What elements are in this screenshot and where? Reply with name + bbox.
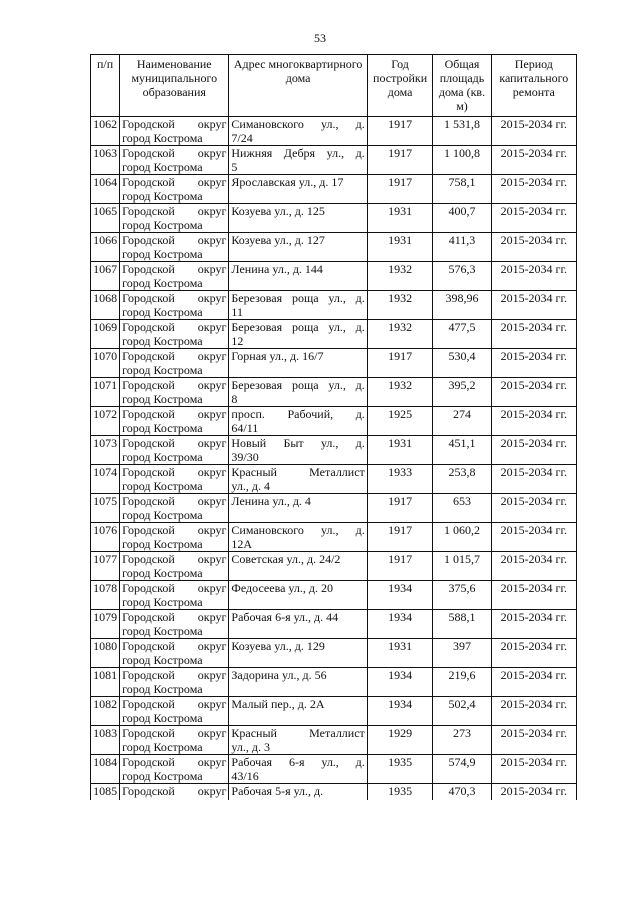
cell-area: 219,6 bbox=[433, 668, 491, 697]
cell-org-line2: город Кострома bbox=[122, 276, 203, 290]
cell-num: 1079 bbox=[91, 610, 120, 639]
cell-org bbox=[120, 117, 229, 146]
cell-period: 2015-2034 гг. bbox=[491, 262, 576, 291]
cell-area: 1 060,2 bbox=[433, 523, 491, 552]
cell-org-line1: Городской округ bbox=[122, 610, 227, 624]
cell-address-line2: 43/16 bbox=[231, 769, 259, 783]
cell-address-line1: Красный Металлист bbox=[231, 465, 365, 479]
cell-org bbox=[120, 552, 229, 581]
cell-org bbox=[120, 233, 229, 262]
cell-num: 1084 bbox=[91, 755, 120, 784]
cell-org bbox=[120, 581, 229, 610]
cell-area: 400,7 bbox=[433, 204, 491, 233]
cell-year: 1932 bbox=[367, 320, 433, 349]
cell-org-line1: Городской округ bbox=[122, 784, 227, 798]
cell-address bbox=[229, 639, 367, 668]
cell-address-line1: Новый Быт ул., д. bbox=[231, 436, 365, 450]
cell-period: 2015-2034 гг. bbox=[491, 755, 576, 784]
cell-address bbox=[229, 610, 367, 639]
cell-period: 2015-2034 гг. bbox=[491, 610, 576, 639]
cell-org-line1: Городской округ bbox=[122, 726, 227, 740]
cell-org bbox=[120, 668, 229, 697]
cell-org-line2: город Кострома bbox=[122, 421, 203, 435]
cell-num: 1083 bbox=[91, 726, 120, 755]
cell-org bbox=[120, 784, 229, 801]
cell-org-line2: город Кострома bbox=[122, 479, 203, 493]
cell-year: 1917 bbox=[367, 523, 433, 552]
cell-org-line1: Городской округ bbox=[122, 146, 227, 160]
cell-area: 477,5 bbox=[433, 320, 491, 349]
cell-period: 2015-2034 гг. bbox=[491, 581, 576, 610]
cell-org bbox=[120, 726, 229, 755]
cell-num: 1062 bbox=[91, 117, 120, 146]
cell-org bbox=[120, 175, 229, 204]
table-row bbox=[91, 320, 577, 349]
table-row bbox=[91, 784, 577, 801]
cell-year: 1934 bbox=[367, 668, 433, 697]
cell-org bbox=[120, 291, 229, 320]
cell-period: 2015-2034 гг. bbox=[491, 494, 576, 523]
cell-area: 274 bbox=[433, 407, 491, 436]
cell-org-line2: город Кострома bbox=[122, 537, 203, 551]
cell-area: 397 bbox=[433, 639, 491, 668]
cell-org-line1: Городской округ bbox=[122, 349, 227, 363]
cell-period: 2015-2034 гг. bbox=[491, 436, 576, 465]
cell-area: 653 bbox=[433, 494, 491, 523]
cell-address-line1: Малый пер., д. 2А bbox=[231, 697, 325, 711]
table-row bbox=[91, 233, 577, 262]
table-row bbox=[91, 697, 577, 726]
table-row bbox=[91, 668, 577, 697]
cell-year: 1934 bbox=[367, 581, 433, 610]
cell-year: 1931 bbox=[367, 436, 433, 465]
cell-period: 2015-2034 гг. bbox=[491, 320, 576, 349]
cell-year: 1932 bbox=[367, 291, 433, 320]
cell-address-line2: 7/24 bbox=[231, 131, 253, 145]
cell-address-line1: Федосеева ул., д. 20 bbox=[231, 581, 333, 595]
cell-address bbox=[229, 378, 367, 407]
cell-address-line1: просп. Рабочий, д. bbox=[231, 407, 365, 421]
cell-address-line1: Козуева ул., д. 127 bbox=[231, 233, 325, 247]
cell-num: 1071 bbox=[91, 378, 120, 407]
cell-year: 1917 bbox=[367, 494, 433, 523]
cell-num: 1074 bbox=[91, 465, 120, 494]
cell-year: 1932 bbox=[367, 262, 433, 291]
table-row bbox=[91, 581, 577, 610]
cell-num: 1080 bbox=[91, 639, 120, 668]
cell-period: 2015-2034 гг. bbox=[491, 407, 576, 436]
cell-num: 1076 bbox=[91, 523, 120, 552]
cell-area: 398,96 bbox=[433, 291, 491, 320]
cell-address-line1: Козуева ул., д. 125 bbox=[231, 204, 325, 218]
cell-area: 273 bbox=[433, 726, 491, 755]
cell-org-line1: Городской округ bbox=[122, 117, 227, 131]
header-year: Год постройки дома bbox=[367, 55, 433, 117]
cell-org bbox=[120, 204, 229, 233]
cell-year: 1925 bbox=[367, 407, 433, 436]
cell-address bbox=[229, 407, 367, 436]
cell-address bbox=[229, 697, 367, 726]
cell-org bbox=[120, 349, 229, 378]
cell-org-line2: город Кострома bbox=[122, 218, 203, 232]
table-row bbox=[91, 436, 577, 465]
cell-year: 1933 bbox=[367, 465, 433, 494]
cell-org-line1: Городской округ bbox=[122, 436, 227, 450]
cell-address-line1: Красный Металлист bbox=[231, 726, 365, 740]
cell-area: 395,2 bbox=[433, 378, 491, 407]
cell-org bbox=[120, 378, 229, 407]
cell-area: 588,1 bbox=[433, 610, 491, 639]
table-row bbox=[91, 407, 577, 436]
table-row bbox=[91, 755, 577, 784]
cell-org-line1: Городской округ bbox=[122, 175, 227, 189]
table-row bbox=[91, 146, 577, 175]
cell-area: 451,1 bbox=[433, 436, 491, 465]
cell-year: 1917 bbox=[367, 117, 433, 146]
table-row bbox=[91, 639, 577, 668]
cell-period: 2015-2034 гг. bbox=[491, 523, 576, 552]
cell-num: 1068 bbox=[91, 291, 120, 320]
cell-year: 1917 bbox=[367, 349, 433, 378]
table-row bbox=[91, 465, 577, 494]
cell-period: 2015-2034 гг. bbox=[491, 117, 576, 146]
cell-org bbox=[120, 320, 229, 349]
cell-period: 2015-2034 гг. bbox=[491, 726, 576, 755]
cell-area: 758,1 bbox=[433, 175, 491, 204]
cell-org-line1: Городской округ bbox=[122, 262, 227, 276]
cell-address bbox=[229, 117, 367, 146]
cell-org bbox=[120, 639, 229, 668]
cell-address-line2: 8 bbox=[231, 392, 238, 406]
cell-org bbox=[120, 610, 229, 639]
cell-org-line2: город Кострома bbox=[122, 305, 203, 319]
cell-num: 1065 bbox=[91, 204, 120, 233]
cell-org-line1: Городской округ bbox=[122, 407, 227, 421]
cell-period: 2015-2034 гг. bbox=[491, 175, 576, 204]
table-row bbox=[91, 610, 577, 639]
cell-num: 1063 bbox=[91, 146, 120, 175]
cell-address-line1: Козуева ул., д. 129 bbox=[231, 639, 325, 653]
cell-address-line2: 5 bbox=[231, 160, 238, 174]
cell-year: 1932 bbox=[367, 378, 433, 407]
cell-address-line1: Задорина ул., д. 56 bbox=[231, 668, 327, 682]
header-area: Общая площадь дома (кв. м) bbox=[433, 55, 491, 117]
cell-address bbox=[229, 262, 367, 291]
cell-address-line2: 11 bbox=[231, 305, 243, 319]
cell-org-line2: город Кострома bbox=[122, 247, 203, 261]
cell-org bbox=[120, 262, 229, 291]
table-row bbox=[91, 262, 577, 291]
cell-address-line2: 39/30 bbox=[231, 450, 259, 464]
cell-org-line2: город Кострома bbox=[122, 334, 203, 348]
cell-area: 470,3 bbox=[433, 784, 491, 801]
header-num: п/п bbox=[91, 55, 120, 117]
cell-org-line1: Городской округ bbox=[122, 755, 227, 769]
cell-year: 1931 bbox=[367, 639, 433, 668]
cell-org-line1: Городской округ bbox=[122, 320, 227, 334]
cell-org bbox=[120, 697, 229, 726]
cell-area: 502,4 bbox=[433, 697, 491, 726]
cell-address-line2: 12А bbox=[231, 537, 253, 551]
cell-area: 1 100,8 bbox=[433, 146, 491, 175]
header-org: Наименование муниципального образования bbox=[120, 55, 229, 117]
cell-org-line2: город Кострома bbox=[122, 160, 203, 174]
table-row bbox=[91, 204, 577, 233]
cell-num: 1067 bbox=[91, 262, 120, 291]
cell-address-line1: Березовая роща ул., д. bbox=[231, 320, 365, 334]
table-row bbox=[91, 494, 577, 523]
cell-org bbox=[120, 407, 229, 436]
cell-org-line1: Городской округ bbox=[122, 494, 227, 508]
cell-address-line1: Березовая роща ул., д. bbox=[231, 291, 365, 305]
cell-org-line2: город Кострома bbox=[122, 711, 203, 725]
cell-address bbox=[229, 146, 367, 175]
cell-year: 1917 bbox=[367, 146, 433, 175]
cell-address bbox=[229, 668, 367, 697]
cell-address bbox=[229, 204, 367, 233]
table-row bbox=[91, 349, 577, 378]
cell-address-line2: ул., д. 4 bbox=[231, 479, 270, 493]
cell-period: 2015-2034 гг. bbox=[491, 291, 576, 320]
cell-num: 1066 bbox=[91, 233, 120, 262]
cell-num: 1078 bbox=[91, 581, 120, 610]
cell-address bbox=[229, 349, 367, 378]
cell-year: 1917 bbox=[367, 552, 433, 581]
table-row bbox=[91, 726, 577, 755]
cell-org bbox=[120, 436, 229, 465]
table-row bbox=[91, 523, 577, 552]
cell-period: 2015-2034 гг. bbox=[491, 378, 576, 407]
cell-address-line1: Горная ул., д. 16/7 bbox=[231, 349, 324, 363]
cell-area: 1 531,8 bbox=[433, 117, 491, 146]
cell-address bbox=[229, 291, 367, 320]
header-period: Период капитального ремонта bbox=[491, 55, 576, 117]
cell-num: 1082 bbox=[91, 697, 120, 726]
cell-period: 2015-2034 гг. bbox=[491, 146, 576, 175]
cell-org-line1: Городской округ bbox=[122, 581, 227, 595]
cell-address bbox=[229, 552, 367, 581]
table-row bbox=[91, 117, 577, 146]
table-row bbox=[91, 175, 577, 204]
cell-org-line2: город Кострома bbox=[122, 566, 203, 580]
cell-org bbox=[120, 494, 229, 523]
cell-org-line1: Городской округ bbox=[122, 668, 227, 682]
cell-address-line1: Ярославская ул., д. 17 bbox=[231, 175, 344, 189]
cell-address-line1: Советская ул., д. 24/2 bbox=[231, 552, 341, 566]
cell-address-line1: Березовая роща ул., д. bbox=[231, 378, 365, 392]
cell-org-line1: Городской округ bbox=[122, 639, 227, 653]
cell-address bbox=[229, 581, 367, 610]
cell-org-line2: город Кострома bbox=[122, 508, 203, 522]
cell-address bbox=[229, 784, 367, 801]
cell-num: 1075 bbox=[91, 494, 120, 523]
cell-address bbox=[229, 523, 367, 552]
cell-num: 1064 bbox=[91, 175, 120, 204]
cell-address-line1: Рабочая 6-я ул., д. bbox=[231, 755, 365, 769]
cell-address bbox=[229, 175, 367, 204]
cell-area: 530,4 bbox=[433, 349, 491, 378]
cell-org-line2: город Кострома bbox=[122, 682, 203, 696]
cell-org-line1: Городской округ bbox=[122, 697, 227, 711]
cell-address-line2: ул., д. 3 bbox=[231, 740, 270, 754]
cell-period: 2015-2034 гг. bbox=[491, 349, 576, 378]
cell-org-line1: Городской округ bbox=[122, 233, 227, 247]
cell-period: 2015-2034 гг. bbox=[491, 552, 576, 581]
cell-org-line2: город Кострома bbox=[122, 392, 203, 406]
cell-org bbox=[120, 146, 229, 175]
cell-org-line2: город Кострома bbox=[122, 363, 203, 377]
cell-org-line1: Городской округ bbox=[122, 465, 227, 479]
table-body bbox=[91, 117, 577, 801]
cell-num: 1073 bbox=[91, 436, 120, 465]
cell-address-line2: 12 bbox=[231, 334, 244, 348]
cell-org-line2: город Кострома bbox=[122, 131, 203, 145]
table-row bbox=[91, 291, 577, 320]
cell-org bbox=[120, 755, 229, 784]
cell-address bbox=[229, 755, 367, 784]
cell-address-line1: Ленина ул., д. 144 bbox=[231, 262, 323, 276]
buildings-table bbox=[90, 54, 577, 800]
cell-address bbox=[229, 494, 367, 523]
cell-period: 2015-2034 гг. bbox=[491, 233, 576, 262]
cell-address-line1: Нижняя Дебря ул., д. bbox=[231, 146, 365, 160]
cell-year: 1935 bbox=[367, 784, 433, 801]
cell-org-line2: город Кострома bbox=[122, 653, 203, 667]
cell-num: 1069 bbox=[91, 320, 120, 349]
cell-num: 1070 bbox=[91, 349, 120, 378]
cell-area: 574,9 bbox=[433, 755, 491, 784]
cell-num: 1077 bbox=[91, 552, 120, 581]
cell-period: 2015-2034 гг. bbox=[491, 784, 576, 801]
cell-area: 253,8 bbox=[433, 465, 491, 494]
cell-period: 2015-2034 гг. bbox=[491, 697, 576, 726]
cell-period: 2015-2034 гг. bbox=[491, 465, 576, 494]
cell-address bbox=[229, 233, 367, 262]
cell-org-line1: Городской округ bbox=[122, 552, 227, 566]
cell-address-line1: Рабочая 5-я ул., д. bbox=[231, 784, 324, 798]
cell-address-line1: Симановского ул., д. bbox=[231, 523, 365, 537]
cell-org-line2: город Кострома bbox=[122, 624, 203, 638]
cell-address-line1: Рабочая 6-я ул., д. 44 bbox=[231, 610, 339, 624]
cell-year: 1917 bbox=[367, 175, 433, 204]
cell-address bbox=[229, 726, 367, 755]
cell-year: 1931 bbox=[367, 233, 433, 262]
cell-org-line2: город Кострома bbox=[122, 595, 203, 609]
cell-org-line2: город Кострома bbox=[122, 740, 203, 754]
cell-num: 1081 bbox=[91, 668, 120, 697]
cell-org-line1: Городской округ bbox=[122, 204, 227, 218]
cell-year: 1929 bbox=[367, 726, 433, 755]
cell-address bbox=[229, 320, 367, 349]
cell-area: 1 015,7 bbox=[433, 552, 491, 581]
cell-org-line2: город Кострома bbox=[122, 450, 203, 464]
cell-year: 1931 bbox=[367, 204, 433, 233]
cell-num: 1085 bbox=[91, 784, 120, 801]
cell-address bbox=[229, 465, 367, 494]
cell-area: 576,3 bbox=[433, 262, 491, 291]
table-row bbox=[91, 378, 577, 407]
cell-period: 2015-2034 гг. bbox=[491, 204, 576, 233]
cell-period: 2015-2034 гг. bbox=[491, 668, 576, 697]
cell-area: 375,6 bbox=[433, 581, 491, 610]
cell-year: 1934 bbox=[367, 697, 433, 726]
cell-period: 2015-2034 гг. bbox=[491, 639, 576, 668]
cell-year: 1935 bbox=[367, 755, 433, 784]
cell-org-line1: Городской округ bbox=[122, 378, 227, 392]
cell-org-line2: город Кострома bbox=[122, 189, 203, 203]
cell-org-line1: Городской округ bbox=[122, 291, 227, 305]
header-address: Адрес многоквартирного дома bbox=[229, 55, 367, 117]
table-row bbox=[91, 552, 577, 581]
cell-address-line1: Ленина ул., д. 4 bbox=[231, 494, 311, 508]
cell-org-line1: Городской округ bbox=[122, 523, 227, 537]
cell-num: 1072 bbox=[91, 407, 120, 436]
cell-org-line2: город Кострома bbox=[122, 769, 203, 783]
cell-address bbox=[229, 436, 367, 465]
cell-org bbox=[120, 523, 229, 552]
cell-year: 1934 bbox=[367, 610, 433, 639]
cell-address-line1: Симановского ул., д. bbox=[231, 117, 365, 131]
table-header-row bbox=[91, 55, 577, 117]
page-number: 53 bbox=[314, 31, 326, 45]
cell-org bbox=[120, 465, 229, 494]
cell-address-line2: 64/11 bbox=[231, 421, 259, 435]
cell-area: 411,3 bbox=[433, 233, 491, 262]
